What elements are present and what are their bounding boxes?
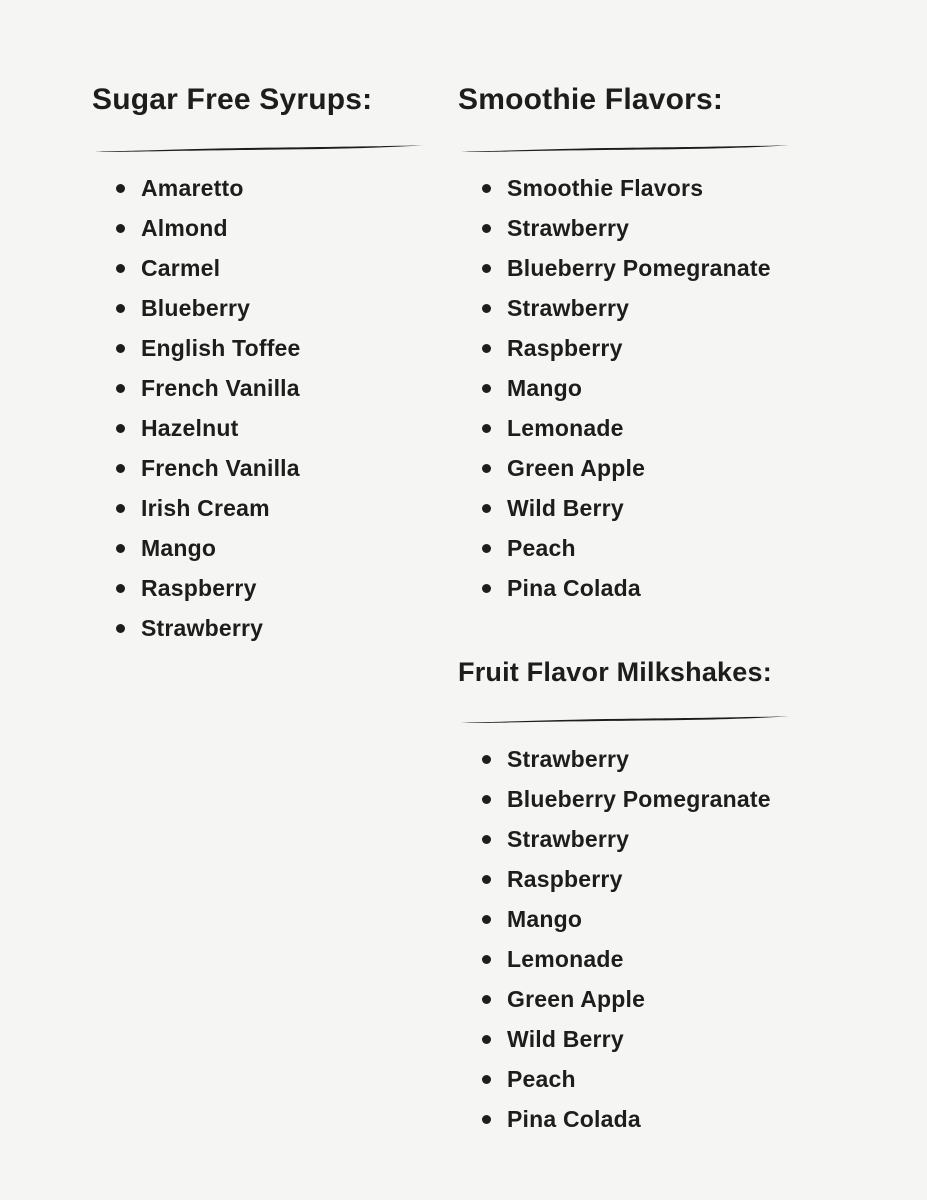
section-title: Fruit Flavor Milkshakes: [458,657,772,687]
flavor-label: Wild Berry [507,1025,624,1052]
bullet-icon [482,1075,491,1084]
list-item [116,528,437,568]
list-item [482,779,878,819]
bullet-icon [482,1115,491,1124]
flavor-label: Mango [507,905,583,932]
list-item [482,899,878,939]
list-item [482,568,878,608]
flavor-label: Strawberry [507,214,630,241]
flavor-label: Raspberry [141,574,257,601]
bullet-icon [482,875,491,884]
list-item [116,448,437,488]
list-item [482,1099,878,1139]
bullet-icon [482,504,491,513]
bullet-icon [482,795,491,804]
bullet-icon [482,1035,491,1044]
flavor-label: Raspberry [507,865,623,892]
bullet-icon [116,344,125,353]
flavor-label: Blueberry Pomegranate [507,785,771,812]
bullet-icon [116,384,125,393]
bullet-icon [482,384,491,393]
bullet-icon [482,344,491,353]
list-item [482,819,878,859]
list-item [482,208,878,248]
flavor-list [92,168,437,648]
bullet-icon [116,624,125,633]
bullet-icon [482,304,491,313]
list-item [116,168,437,208]
list-item [482,328,878,368]
flavor-label: Pina Colada [507,574,641,601]
list-item [116,408,437,448]
list-item [116,288,437,328]
list-item [482,979,878,1019]
flavor-label: Hazelnut [141,414,239,441]
list-item [482,408,878,448]
list-item [116,208,437,248]
flavor-label: Blueberry Pomegranate [507,254,771,281]
flavor-label: Peach [507,534,576,561]
flavor-list [458,739,878,1139]
flavor-label: Wild Berry [507,494,624,521]
flavor-label: Blueberry [141,294,251,321]
bullet-icon [116,424,125,433]
bullet-icon [116,304,125,313]
flavor-label: Green Apple [507,985,646,1012]
section-fruit-flavor-milkshakes [458,655,878,1139]
flavor-label: Irish Cream [141,494,270,521]
list-item [482,1019,878,1059]
flavor-label: Strawberry [507,825,630,852]
bullet-icon [116,464,125,473]
flavor-label: Strawberry [141,614,264,641]
list-item [482,248,878,288]
bullet-icon [482,755,491,764]
flavor-label: Pina Colada [507,1105,641,1132]
right-column [458,82,878,1139]
bullet-icon [482,544,491,553]
flavor-label: Smoothie Flavors [507,174,704,201]
flavor-label: Strawberry [507,745,630,772]
section-sugar-free-syrups [92,82,437,648]
flavor-label: French Vanilla [141,374,300,401]
underline-stroke [458,713,792,725]
flavor-label: Raspberry [507,334,623,361]
flavor-label: Lemonade [507,945,624,972]
list-item [482,859,878,899]
list-item [116,488,437,528]
list-item [482,939,878,979]
bullet-icon [482,424,491,433]
bullet-icon [482,264,491,273]
list-item [482,528,878,568]
section-smoothie-flavors [458,82,878,608]
bullet-icon [482,584,491,593]
bullet-icon [482,835,491,844]
list-item [482,448,878,488]
bullet-icon [482,955,491,964]
bullet-icon [482,915,491,924]
flavor-label: Lemonade [507,414,624,441]
bullet-icon [482,184,491,193]
list-item [116,248,437,288]
flavor-label: Mango [507,374,583,401]
flavor-label: Mango [141,534,217,561]
list-item [482,288,878,328]
flavor-label: English Toffee [141,334,301,361]
underline-stroke [92,142,426,154]
flavor-list [458,168,878,608]
flavor-label: Almond [141,214,228,241]
list-item [482,1059,878,1099]
bullet-icon [116,544,125,553]
bullet-icon [116,264,125,273]
bullet-icon [116,224,125,233]
list-item [482,368,878,408]
flavor-label: Amaretto [141,174,244,201]
underline-stroke [458,142,792,154]
flavor-label: French Vanilla [141,454,300,481]
bullet-icon [482,224,491,233]
bullet-icon [116,504,125,513]
bullet-icon [482,995,491,1004]
flavor-label: Carmel [141,254,221,281]
section-title: Smoothie Flavors: [458,83,724,116]
flavor-label: Peach [507,1065,576,1092]
list-item [116,568,437,608]
list-item [116,608,437,648]
left-column [92,82,437,648]
list-item [116,368,437,408]
bullet-icon [116,184,125,193]
section-title: Sugar Free Syrups: [92,83,373,116]
list-item [116,328,437,368]
bullet-icon [116,584,125,593]
bullet-icon [482,464,491,473]
flavor-label: Strawberry [507,294,630,321]
list-item [482,488,878,528]
list-item [482,168,878,208]
list-item [482,739,878,779]
flavor-label: Green Apple [507,454,646,481]
